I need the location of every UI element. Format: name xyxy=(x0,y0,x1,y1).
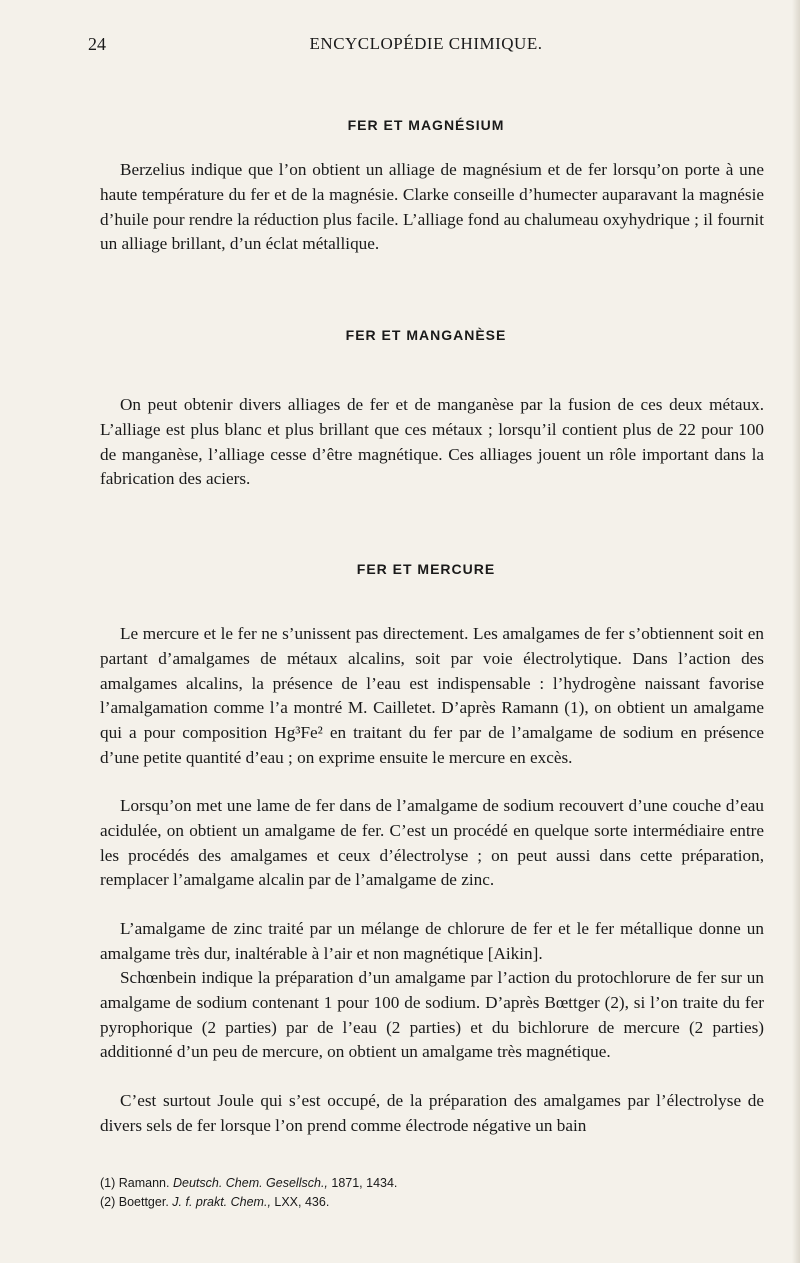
paragraph-manganese: On peut obtenir divers alliages de fer et de manganèse par la fusion de ces deux métaux. L’alliage est plus blanc et plus brillant que ces métaux ; lorsqu’il contient plus de 22 pour 100 de manganèse, l’alliage cesse d’être magnétique. Ces alliages jouent un rôle important dans la fabrication des aciers. xyxy=(100,395,764,489)
footnotes xyxy=(100,1174,764,1212)
footnote-1-rest: 1871, 1434. xyxy=(327,1176,398,1190)
section-heading-fer-manganese: FER ET MANGANÈSE xyxy=(345,327,507,343)
running-title: ENCYCLOPÉDIE CHIMIQUE. xyxy=(309,34,543,53)
paragraph-mercure-3: L’amalgame de zinc traité par un mélange de chlorure de fer et le fer métallique donne un amalgame très dur, inaltérable à l’air et non magnétique [Aikin]. xyxy=(100,919,764,963)
footnote-2 xyxy=(100,1193,764,1212)
paragraph-mercure-2: Lorsqu’on met une lame de fer dans de l’amalgame de sodium recouvert d’une couche d’eau acidulée, on obtient un amalgame de fer. C’est un procédé en quelque sorte intermédiaire entre les procédés des amalgames et ceux d’électrolyse ; on peut aussi dans cette préparation, remplacer l’amalgame alcalin par de l’amalgame de zinc. xyxy=(100,796,764,890)
footnote-2-marker: (2) Boettger. xyxy=(100,1195,169,1209)
paragraph-magnesium: Berzelius indique que l’on obtient un alliage de magnésium et de fer lorsqu’on porte à une haute température du fer et de la magnésie. Clarke conseille d’humecter auparavant la magnésie d’huile pour rendre la réduction plus facile. L’alliage fond au chalumeau oxyhydrique ; il fournit un alliage brillant, d’un éclat métallique. xyxy=(100,160,764,254)
section-heading-fer-mercure: FER ET MERCURE xyxy=(356,561,496,577)
paragraph-mercure-1: Le mercure et le fer ne s’unissent pas directement. Les amalgames de fer s’obtiennent soit en partant d’amalgames de métaux alcalins, soit par voie électrolytique. Dans l’action des amalgames alcalins, la présence de l’eau est indispensable : l’hydrogène naissant favorise l’amalgamation comme l’a montré M. Cailletet. D’après Ramann (1), on obtient un amalgame qui a pour composition Hg³Fe² en traitant du fer par de l’amalgame de sodium en présence d’une petite quantité d’eau ; on exprime ensuite le mercure en excès. xyxy=(100,624,764,767)
page-edge-shadow xyxy=(792,0,800,1263)
footnote-2-title: J. f. prakt. Chem., xyxy=(172,1195,271,1209)
section-heading-fer-magnesium: FER ET MAGNÉSIUM xyxy=(347,117,505,133)
footnote-1-marker: (1) Ramann. xyxy=(100,1176,170,1190)
footnote-1 xyxy=(100,1174,764,1193)
page-header xyxy=(88,34,764,60)
footnote-1-title: Deutsch. Chem. Gesellsch., xyxy=(172,1176,328,1190)
page-number: 24 xyxy=(88,34,106,54)
paragraph-mercure-4: Schœnbein indique la préparation d’un amalgame par l’action du protochlorure de fer sur un amalgame de sodium contenant 1 pour 100 de sodium. D’après Bœttger (2), si l’on traite du fer pyrophorique (2 parties) par de l’eau (2 parties) et du bichlorure de mercure (2 parties) additionné d’un peu de mercure, on obtient un amalgame très magnétique. xyxy=(100,968,764,1062)
paragraph-mercure-5: C’est surtout Joule qui s’est occupé, de la préparation des amalgames par l’électrolyse de divers sels de fer lorsque l’on prend comme électrode négative un bain xyxy=(100,1091,764,1135)
footnote-2-rest: LXX, 436. xyxy=(270,1195,330,1209)
